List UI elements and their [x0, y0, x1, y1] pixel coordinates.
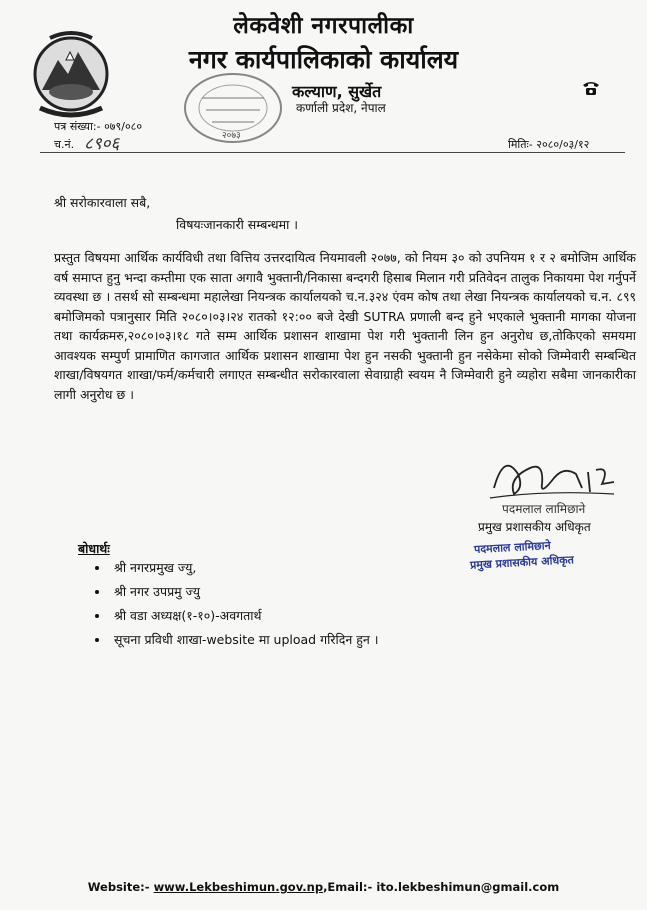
- seal-name: पदमलाल लामिछाने: [473, 539, 551, 556]
- subject-line: विषयःजानकारी सम्बन्धमा ।: [176, 217, 299, 232]
- letter-body: प्रस्तुत विषयमा आर्थिक कार्यविधी तथा वित्तिय उत्तरदायित्व नियमावली २०७७, को नियम ३० को उपनियम १ र २ बमोजिम आर्थिक वर्ष समाप्त हुनु भन्दा कम्तीमा एक साता अगावै भुक्तानी/निकासा बन्दगरी हिसाब मिलान गरी प्रतिवेदन तालुक निकायमा पेश गर्नुपर्ने व्यवस्था छ । तसर्थ सो सम्बन्धमा महालेखा नियन्त्रक कार्यालयको च.न.३२४ एंवम कोष तथा लेखा नियन्त्रक कार्यालयको च.न. ८९९ बमोजिमको पत्रानुसार मिति २०८०।०३।२४ रातको १२:०० बजे देखी SUTRA प्रणाली बन्द हुने भएकाले भुक्तानी मागका योजना तथा कार्यक्रमरु,२०८०।०३।१८ गते सम्म आर्थिक प्रशासन शाखामा पेश गरी भुक्तानी लिन हुन अनुरोध छ,तोकिएको समयमा आवश्यक सम्पुर्ण प्रामाणित कागजात आर्थिक प्रशासन शाखामा पेश हुन नसकी भुक्तानी हुन नसेकेमा सोको जिम्मेवारी सम्बन्धित शाखा/विषयगत शाखा/फर्म/कर्मचारी लगाएत सम्बन्धीत सरोकारवाला सेवाग्राही स्वयम नै जिम्मेवारी हुने व्यहोरा सबैमा जानकारीका लागी अनुरोध छ ।: [54, 250, 636, 402]
- office-location: कल्याण, सुर्खेत: [292, 82, 382, 101]
- footer-contact: [0, 880, 647, 894]
- website-link[interactable]: www.Lekbeshimun.gov.np: [153, 880, 324, 894]
- list-item: • श्री नगरप्रमुख ज्यु,: [110, 556, 379, 580]
- letter-number: पत्र संख्या:- ०७९/०८०: [54, 120, 143, 133]
- stamp-year: २०७३: [222, 131, 241, 141]
- province-name: कर्णाली प्रदेश, नेपाल: [296, 101, 386, 115]
- office-name: नगर कार्यपालिकाको कार्यालय: [188, 45, 459, 74]
- municipality-name: लेकवेशी नगरपालीका: [233, 13, 414, 39]
- cc-list: [94, 556, 379, 652]
- seal-designation: प्रमुख प्रशासकीय अधिकृत: [469, 553, 575, 572]
- signature-scribble: [484, 448, 624, 506]
- header-divider: [40, 152, 625, 153]
- letter-date: मितिः- २०८०/०३/१२: [508, 138, 590, 151]
- telephone-icon: [582, 80, 600, 96]
- list-item: • श्री वडा अध्यक्ष(१-१०)-अवगतार्थ: [110, 604, 379, 628]
- email-link[interactable]: ito.lekbeshimun@gmail.com: [376, 880, 560, 894]
- dispatch-number-value: ८९०६: [84, 134, 120, 154]
- website-label: Website:-: [87, 880, 150, 894]
- cc-heading: बोधार्थः: [78, 541, 110, 556]
- dispatch-number-label: च.नं.: [54, 138, 75, 151]
- office-stamp-icon: [178, 68, 288, 148]
- signatory-name: पदमलाल लामिछाने: [502, 502, 586, 516]
- signatory-designation: प्रमुख प्रशासकीय अधिकृत: [478, 520, 591, 534]
- list-item: • सूचना प्रविधी शाखा-website मा upload गरिदिन हुन ।: [110, 628, 379, 652]
- list-item: • श्री नगर उपप्रमु ज्यु: [110, 580, 379, 604]
- addressee: श्री सरोकारवाला सबै,: [54, 195, 151, 210]
- email-label: ,Email:-: [323, 880, 373, 894]
